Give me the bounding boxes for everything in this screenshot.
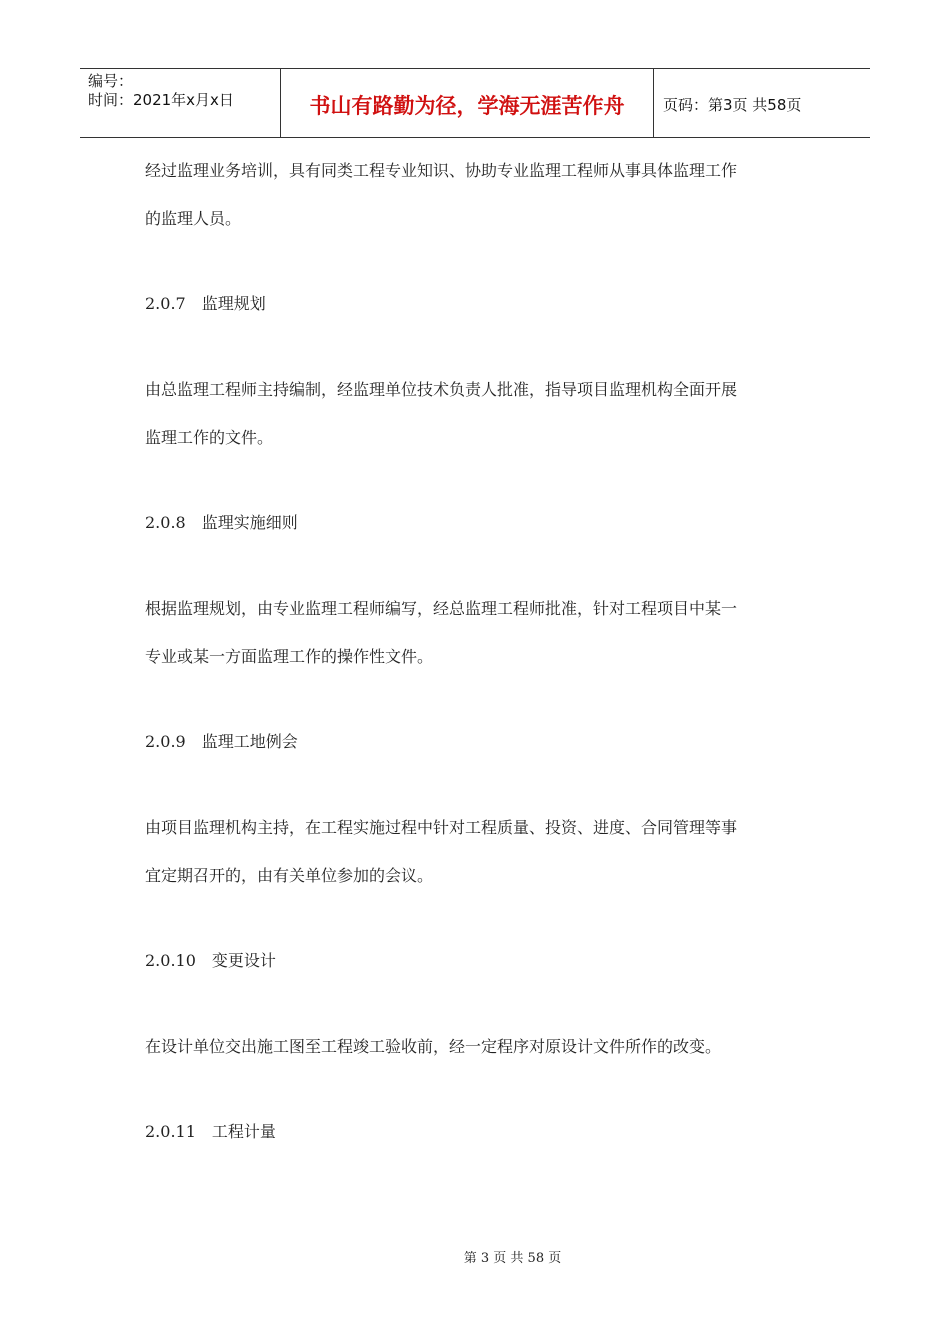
header-page-info: 页码：第3页 共58页	[663, 95, 802, 114]
document-number-label: 编号：	[88, 72, 134, 90]
body-line: 经过监理业务培训，具有同类工程专业知识、协助专业监理工程师从事具体监理工作	[145, 161, 738, 180]
section-heading-2-0-9: 2.0.9 监理工地例会	[145, 732, 298, 751]
section-heading-2-0-11: 2.0.11 工程计量	[145, 1122, 276, 1141]
section-heading-2-0-7: 2.0.7 监理规划	[145, 294, 266, 313]
section-heading-2-0-8: 2.0.8 监理实施细则	[145, 513, 298, 532]
body-line: 的监理人员。	[145, 209, 242, 228]
header-meta	[80, 69, 281, 137]
page-header	[80, 68, 870, 138]
body-line: 在设计单位交出施工图至工程竣工验收前，经一定程序对原设计文件所作的改变。	[145, 1037, 722, 1056]
body-line: 宜定期召开的，由有关单位参加的会议。	[145, 866, 434, 885]
page-footer: 第 3 页 共 58 页	[463, 1251, 562, 1266]
document-date: 时间：2021年x月x日	[88, 91, 234, 109]
header-motto: 书山有路勤为径，学海无涯苦作舟	[281, 69, 654, 137]
body-line: 由总监理工程师主持编制，经监理单位技术负责人批准，指导项目监理机构全面开展	[145, 380, 738, 399]
section-heading-2-0-10: 2.0.10 变更设计	[145, 951, 276, 970]
body-line: 监理工作的文件。	[145, 428, 274, 447]
body-line: 由项目监理机构主持，在工程实施过程中针对工程质量、投资、进度、合同管理等事	[145, 818, 738, 837]
body-line: 根据监理规划，由专业监理工程师编写，经总监理工程师批准，针对工程项目中某一	[145, 599, 738, 618]
body-line: 专业或某一方面监理工作的操作性文件。	[145, 647, 434, 666]
